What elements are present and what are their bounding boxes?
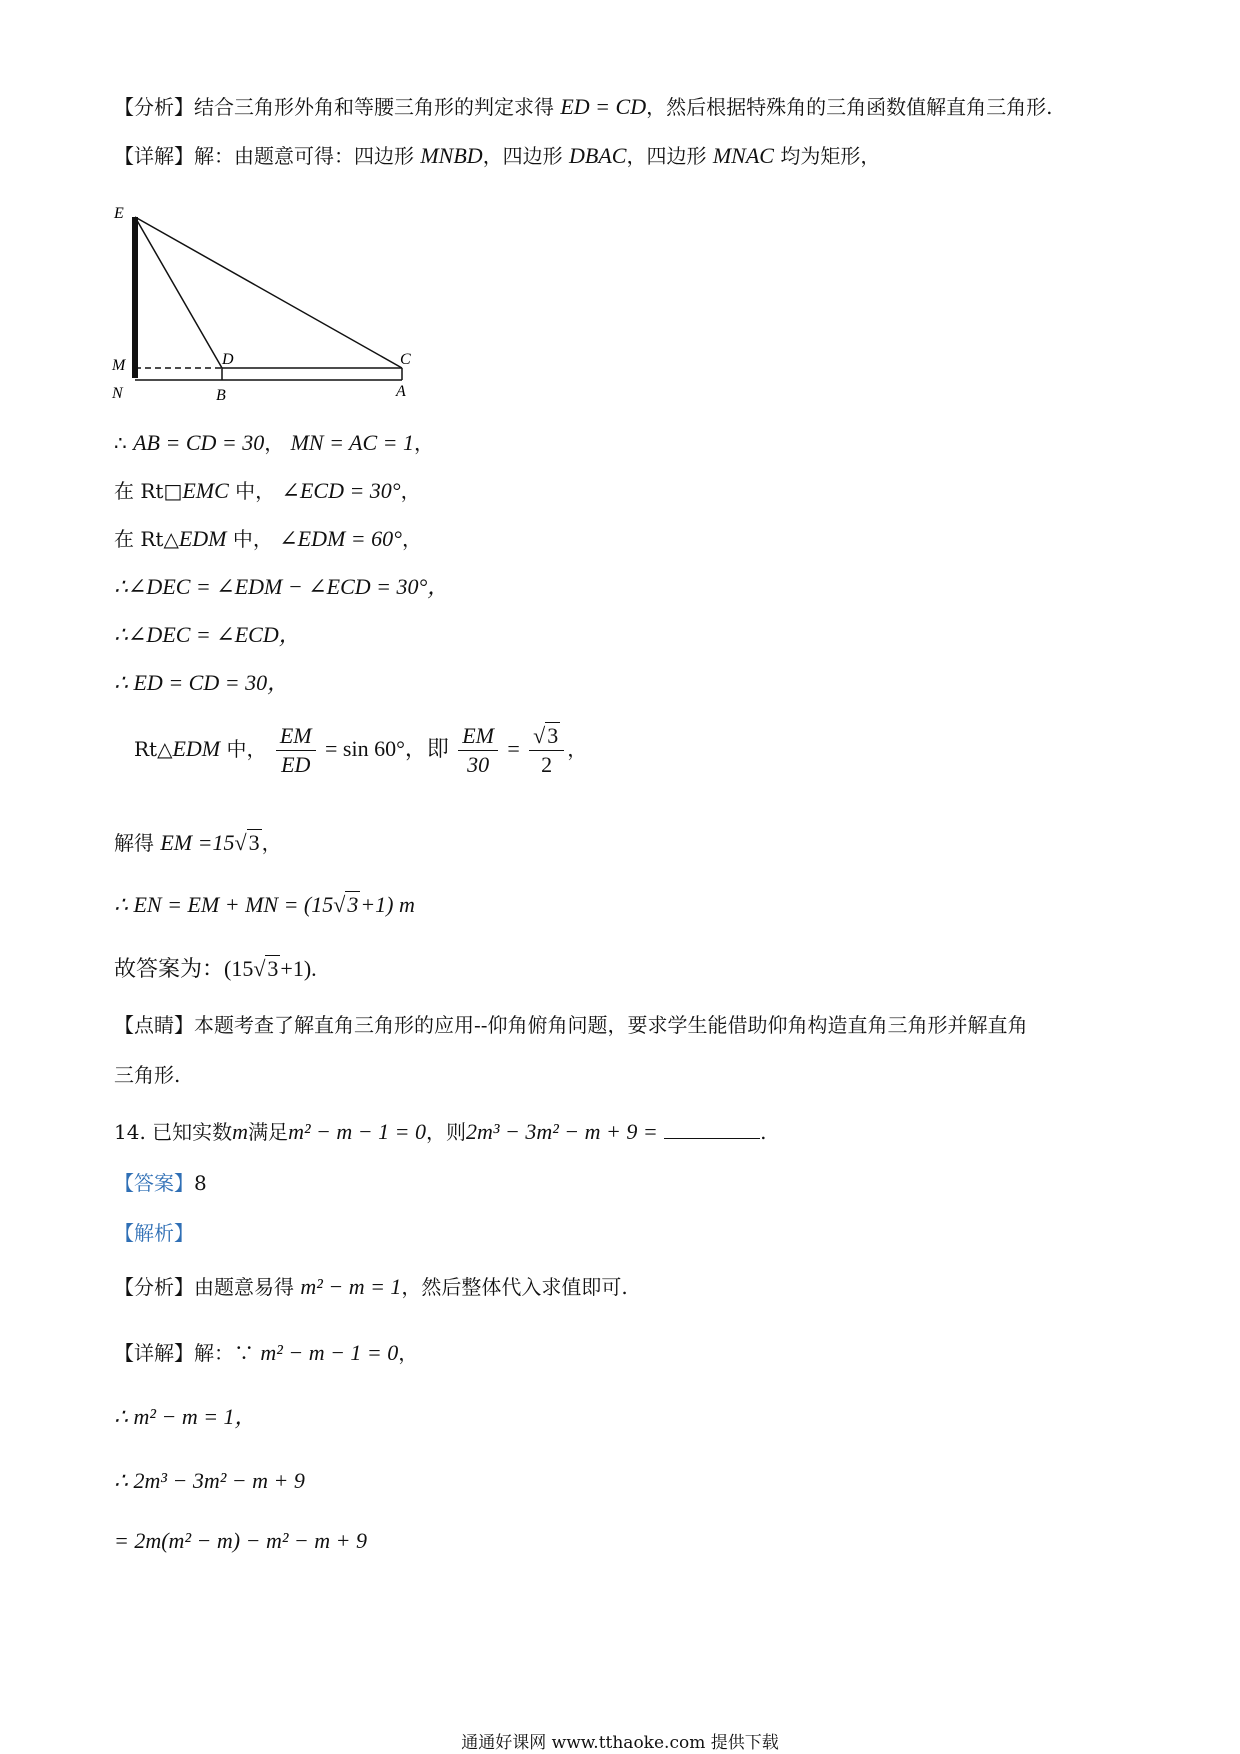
answer-post: +1). (280, 956, 317, 981)
q14-detail-tag: 【详解】 (114, 1341, 194, 1365)
quad-dbac: DBAC (569, 143, 627, 168)
label-d: D (222, 351, 234, 368)
step-1-end: ， (414, 431, 434, 455)
step-5: ∴∠DEC = ∠ECD， (114, 622, 301, 647)
therefore-symbol: ∴ (114, 431, 127, 455)
step-9: ∴ EN = EM + MN = (15√3+1) m (114, 892, 415, 917)
step-7-eq: = sin 60°，即 (324, 736, 449, 761)
q14-text-3: ，则 (425, 1120, 466, 1144)
fraction-den-3: 2 (541, 752, 553, 777)
step-3 (114, 524, 422, 554)
radicand-3: 3 (347, 892, 359, 917)
q14-detail (114, 1338, 418, 1368)
fraction-den: ED (281, 752, 311, 777)
label-m: M (112, 357, 126, 374)
fraction-em-30 (458, 722, 498, 779)
triangle-edm-2: EDM (172, 736, 221, 761)
detail-text: 解：由题意可得：四边形 (194, 144, 414, 168)
analysis-line (114, 92, 1052, 122)
q14-analysis (114, 1272, 628, 1302)
step-9-post: +1) m (360, 892, 415, 917)
analysis-text-2: ，然后根据特殊角的三角函数值解直角三角形. (646, 95, 1053, 119)
analysis-equation: ED = CD (560, 94, 647, 119)
question-number: 14. (114, 1120, 146, 1144)
q14-analysis-tag: 【分析】 (114, 1275, 194, 1299)
step-2-pre: 在 Rt (114, 479, 164, 503)
answer-row (114, 1168, 207, 1198)
fraction-num-3: √3 (529, 722, 564, 751)
label-c: C (400, 351, 411, 368)
step-3-eq: ∠EDM = 60° (279, 526, 402, 551)
quad-mnac: MNAC (712, 143, 774, 168)
q14-line-3: = 2m(m² − m) − m² − m + 9 (114, 1528, 368, 1553)
step-8-end: ， (261, 831, 282, 855)
step-7-equals: = (507, 736, 520, 761)
answer-tag: 【答案】 (114, 1171, 194, 1195)
label-a: A (396, 383, 406, 400)
radicand: 3 (547, 723, 559, 748)
remark-line-2: 三角形. (114, 1063, 181, 1087)
step-1-eq2: MN = AC = 1 (290, 430, 414, 455)
detail-tag: 【详解】 (114, 144, 194, 168)
label-n: N (112, 385, 123, 402)
q14-detail-eq: m² − m − 1 = 0 (260, 1340, 399, 1365)
question-14 (114, 1116, 766, 1147)
detail-sep-2: ，四边形 (626, 144, 707, 168)
step-3-end: ， (401, 527, 422, 551)
step-1-sep: ， (264, 431, 285, 455)
answer-pre: 故答案为：(15 (114, 956, 254, 981)
step-2-eq: ∠ECD = 30° (281, 478, 401, 503)
q14-text-1: 已知实数 (152, 1120, 233, 1144)
radicand-2: 3 (248, 830, 260, 855)
remark-line-1 (114, 1010, 1028, 1040)
step-7 (134, 722, 587, 779)
q14-end: . (760, 1120, 767, 1144)
q14-condition: m² − m − 1 = 0 (288, 1119, 426, 1144)
parse-tag: 【解析】 (114, 1221, 194, 1245)
q14-detail-text: 解：∵ (194, 1341, 254, 1365)
geometry-figure (110, 200, 420, 410)
q14-line-2: ∴ 2m³ − 3m² − m + 9 (114, 1468, 305, 1493)
q14-var: m (232, 1119, 249, 1144)
answer-line: 故答案为：(15√3+1). (114, 956, 317, 981)
q14-analysis-eq: m² − m = 1 (300, 1274, 402, 1299)
step-7-pre: Rt△ (134, 737, 173, 761)
step-2-zh: 中， (228, 479, 276, 503)
step-4: ∴∠DEC = ∠EDM − ∠ECD = 30°， (114, 574, 450, 599)
q14-analysis-text: 由题意易得 (194, 1275, 294, 1299)
fraction-den-2: 30 (467, 752, 490, 777)
analysis-tag: 【分析】 (114, 95, 194, 119)
step-1-eq: AB = CD = 30 (133, 430, 265, 455)
detail-sep-1: ，四边形 (482, 144, 563, 168)
answer-blank (664, 1116, 760, 1139)
detail-text-2: 均为矩形， (780, 144, 881, 168)
triangle-emc: EMC (182, 478, 229, 503)
fraction-sqrt3-2 (529, 722, 564, 779)
quad-mnbd: MNBD (420, 143, 483, 168)
step-3-zh: 中， (226, 527, 273, 551)
q14-text-2: 满足 (248, 1120, 289, 1144)
step-8-eq: EM =15 (160, 830, 235, 855)
step-7-end: ， (567, 737, 588, 761)
missing-glyph: □ (163, 479, 183, 503)
page-footer: 通通好课网 www.tthaoke.com 提供下载 (461, 1733, 779, 1753)
step-3-pre: 在 Rt△ (114, 527, 179, 551)
label-b: B (216, 387, 226, 404)
q14-detail-end: ， (398, 1341, 419, 1365)
remark-text: 本题考查了解直角三角形的应用--仰角俯角问题，要求学生能借助仰角构造直角三角形并解直角 (194, 1013, 1028, 1037)
step-8-pre: 解得 (114, 831, 154, 855)
radicand-4: 3 (267, 956, 279, 981)
fraction-em-ed (276, 722, 316, 779)
label-e: E (114, 205, 124, 222)
fraction-num-2: EM (458, 722, 498, 751)
step-7-zh: 中， (220, 737, 267, 761)
q14-expression: 2m³ − 3m² − m + 9 = (465, 1119, 658, 1144)
q14-line-1: ∴ m² − m = 1， (114, 1404, 257, 1429)
step-9-pre: ∴ EN = EM + MN = (15 (114, 892, 334, 917)
answer-value: 8 (194, 1171, 207, 1195)
detail-line (114, 141, 880, 171)
step-6: ∴ ED = CD = 30， (114, 670, 290, 695)
step-2 (114, 476, 421, 506)
fraction-num: EM (276, 722, 316, 751)
segment-ec (135, 217, 402, 368)
remark-tag: 【点睛】 (114, 1013, 194, 1037)
step-2-end: ， (400, 479, 421, 503)
segment-ed (135, 217, 222, 368)
analysis-text: 结合三角形外角和等腰三角形的判定求得 (194, 95, 554, 119)
step-8: 解得 EM =15√3 ， (114, 830, 282, 855)
q14-analysis-text-2: ，然后整体代入求值即可. (401, 1275, 628, 1299)
step-1 (114, 428, 434, 458)
triangle-edm: EDM (178, 526, 227, 551)
